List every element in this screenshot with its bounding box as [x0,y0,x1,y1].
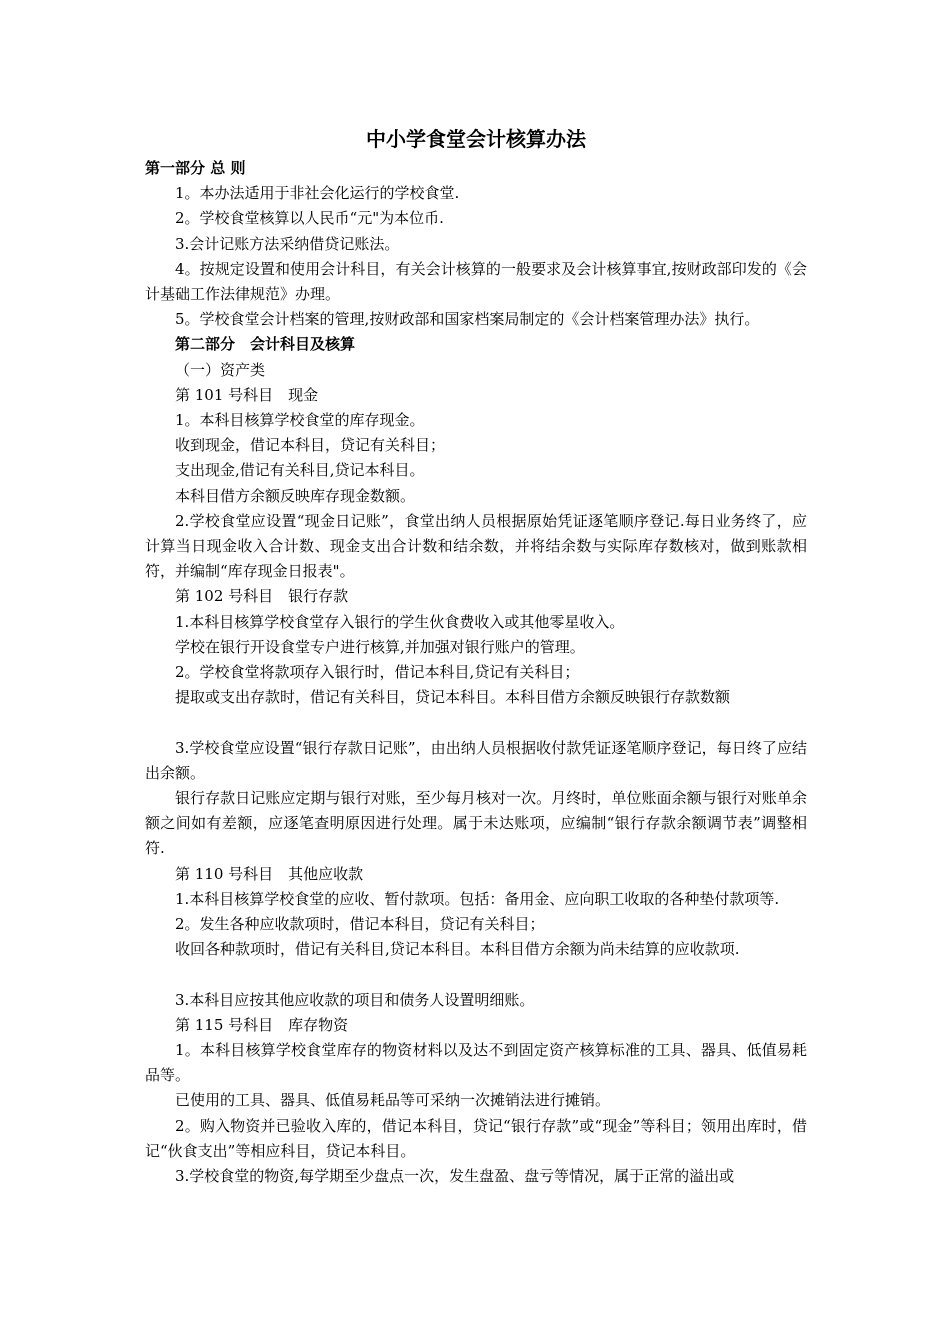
paragraph: 2。学校食堂将款项存入银行时，借记本科目,贷记有关科目； [175,663,580,682]
paragraph: 1.本科目核算学校食堂的应收、暂付款项。包括：备用金、应向职工收取的各种垫付款项等. [175,889,780,908]
paragraph: 收回各种款项时，借记有关科目,贷记本科目。本科目借方余额为尚未结算的应收款项. [175,940,740,959]
paragraph: 收到现金，借记本科目，贷记有关科目； [175,436,446,455]
paragraph: 提取或支出存款时，借记有关科目，贷记本科目。本科目借方余额反映银行存款数额 [175,688,731,707]
paragraph: 已使用的工具、器具、低值易耗品等可采纳一次摊销法进行摊销。 [175,1091,611,1110]
paragraph: 2。购入物资并已验收入库的，借记本科目，贷记“银行存款”或“现金”等科目；领用出库时，借记“伙食支出”等相应科目，贷记本科目。 [145,1116,807,1160]
paragraph: 1.本科目核算学校食堂存入银行的学生伙食费收入或其他零星收入。 [175,612,625,631]
paragraph: 支出现金,借记有关科目,贷记本科目。 [175,461,425,480]
subject-115-heading: 第 115 号科目 库存物资 [175,1015,349,1034]
paragraph: 3.学校食堂应设置“银行存款日记账”，由出纳人员根据收付款凭证逐笔顺序登记，每日终了应结出余额。 [145,738,807,782]
paragraph: 本科目借方余额反映库存现金数额。 [175,486,416,505]
document-body [145,124,807,1189]
part2-heading: 第二部分 会计科目及核算 [175,335,356,354]
blank-line [145,962,807,987]
paragraph: 3.会计记账方法采纳借贷记账法。 [175,234,400,253]
paragraph: 学校在银行开设食堂专户进行核算,并加强对银行账户的管理。 [175,637,585,656]
subject-101-heading: 第 101 号科目 现金 [175,385,319,404]
paragraph: 2.学校食堂应设置“现金日记账”，食堂出纳人员根据原始凭证逐笔顺序登记.每日业务终了，应计算当日现金收入合计数、现金支出合计数和结余数，并将结余数与实际库存数核对，做到账款相符，并编制“库存现金日报表"。 [145,511,807,581]
blank-line [145,710,807,735]
assets-heading: （一）资产类 [175,360,266,379]
paragraph: 3.本科目应按其他应收款的项目和债务人设置明细账。 [175,990,535,1009]
paragraph: 3.学校食堂的物资,每学期至少盘点一次，发生盘盈、盘亏等情况，属于正常的溢出或 [175,1167,735,1186]
document-title: 中小学食堂会计核算办法 [366,127,586,151]
paragraph: 1。本科目核算学校食堂库存的物资材料以及达不到固定资产核算标准的工具、器具、低值易耗品等。 [145,1041,807,1085]
paragraph: 2。发生各种应收款项时，借记本科目，贷记有关科目； [175,915,545,934]
paragraph: 4。按规定设置和使用会计科目，有关会计核算的一般要求及会计核算事宜,按财政部印发的《会计基础工作法律规范》办理。 [145,259,807,304]
subject-102-heading: 第 102 号科目 银行存款 [175,587,349,606]
paragraph: 1。本科目核算学校食堂的库存现金。 [175,411,425,430]
paragraph: 1。本办法适用于非社会化运行的学校食堂. [175,184,460,203]
part1-heading: 第一部分 总 则 [145,159,246,177]
paragraph: 5。学校食堂会计档案的管理,按财政部和国家档案局制定的《会计档案管理办法》执行。 [175,310,760,329]
paragraph: 银行存款日记账应定期与银行对账，至少每月核对一次。月终时，单位账面余额与银行对账单余额之间如有差额，应逐笔查明原因进行处理。属于未达账项，应编制“银行存款余额调节表”调整相符. [145,789,807,858]
subject-110-heading: 第 110 号科目 其他应收款 [175,864,364,883]
paragraph: 2。学校食堂核算以人民币“元"为本位币. [175,209,444,228]
